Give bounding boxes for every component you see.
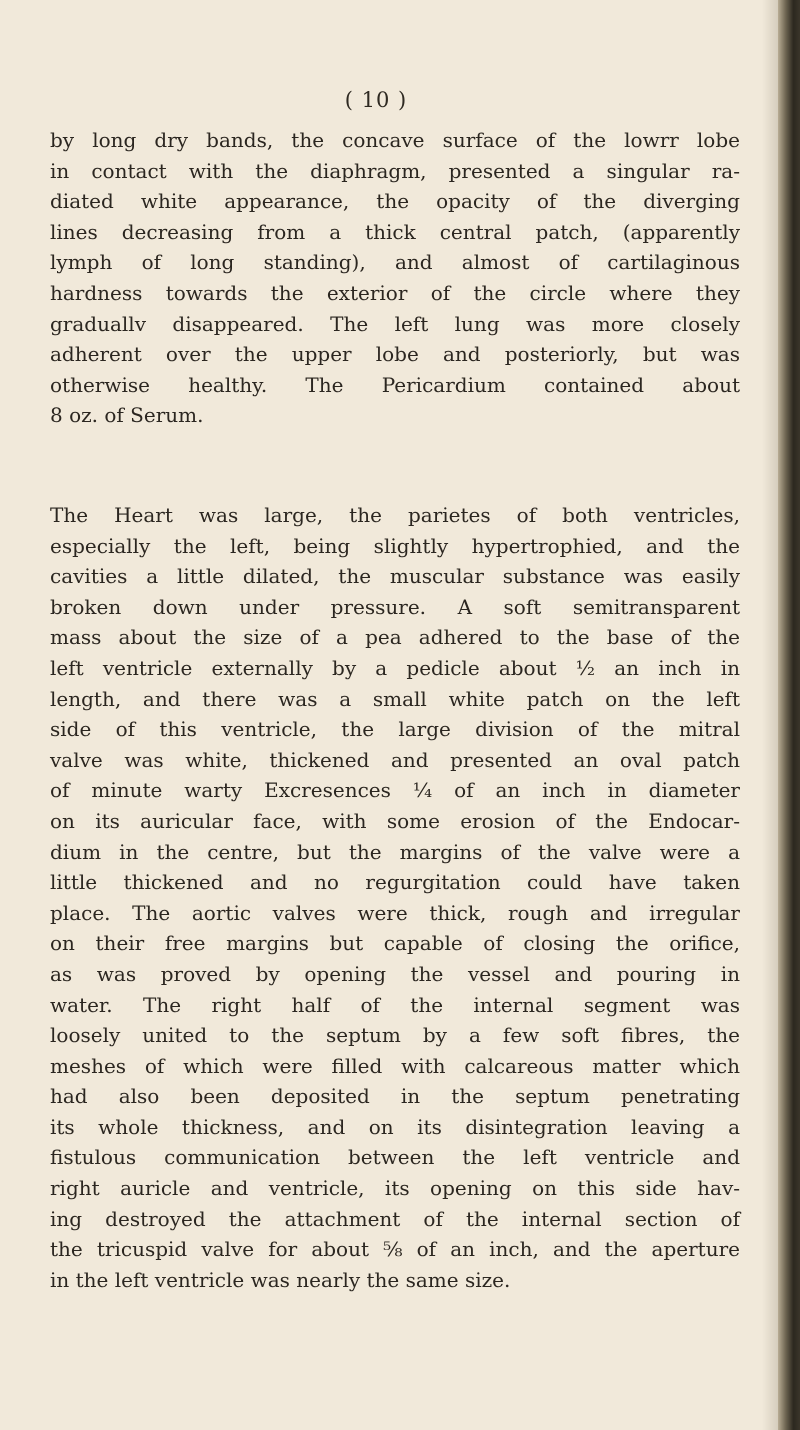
text-line: on its auricular face, with some erosion of the Endocar-: [50, 808, 740, 833]
text-line: hardness towards the exterior of the circle where they: [50, 280, 740, 305]
text-line: 8 oz. of Serum.: [50, 403, 204, 428]
text-line: adherent over the upper lobe and posteriorly, but was: [50, 342, 740, 367]
text-line: left ventricle externally by a pedicle about ½ an inch in: [50, 655, 740, 680]
text-line: valve was white, thickened and presented an oval patch: [50, 747, 740, 772]
text-line: otherwise healthy. The Pericardium contained about: [50, 372, 740, 397]
text-line: its whole thickness, and on its disintegration leaving a: [50, 1114, 740, 1139]
text-line: on their free margins but capable of closing the orifice,: [50, 931, 740, 956]
paragraph-1: [50, 125, 740, 431]
page-number: ( 10 ): [344, 88, 408, 112]
text-line: meshes of which were filled with calcareous matter which: [50, 1053, 740, 1078]
text-line: as was proved by opening the vessel and pouring in: [50, 961, 740, 986]
text-line: the tricuspid valve for about ⅝ of an inch, and the aperture: [50, 1237, 740, 1262]
text-line: fistulous communication between the left ventricle and: [50, 1145, 740, 1170]
text-line: cavities a little dilated, the muscular substance was easily: [50, 564, 740, 589]
text-line: lymph of long standing), and almost of cartilaginous: [50, 250, 740, 275]
text-line: place. The aortic valves were thick, rough and irregular: [50, 900, 740, 925]
text-line: length, and there was a small white patch on the left: [50, 686, 740, 711]
text-line: ing destroyed the attachment of the internal section of: [50, 1206, 740, 1231]
text-line: diated white appearance, the opacity of the diverging: [50, 189, 740, 214]
text-line: broken down under pressure. A soft semitransparent: [50, 594, 740, 619]
text-line: graduallv disappeared. The left lung was more closely: [50, 311, 740, 336]
text-line: side of this ventricle, the large division of the mitral: [50, 717, 740, 742]
text-line: right auricle and ventricle, its opening on this side hav-: [50, 1176, 740, 1201]
text-line: lines decreasing from a thick central patch, (apparently: [50, 219, 740, 244]
text-line: in contact with the diaphragm, presented a singular ra-: [50, 158, 740, 183]
text-line: of minute warty Excresences ¼ of an inch in diameter: [50, 778, 740, 803]
text-line: had also been deposited in the septum penetrating: [50, 1084, 740, 1109]
text-line: loosely united to the septum by a few soft fibres, the: [50, 1023, 740, 1048]
text-line: by long dry bands, the concave surface of the lowrr lobe: [50, 128, 740, 152]
text-line: in the left ventricle was nearly the same size.: [50, 1267, 511, 1292]
text-line: The Heart was large, the parietes of both ventricles,: [50, 503, 740, 527]
text-line: mass about the size of a pea adhered to the base of the: [50, 625, 740, 650]
paragraph-2: [50, 500, 740, 1295]
page-edge: [778, 0, 800, 1430]
text-line: especially the left, being slightly hypertrophied, and the: [50, 533, 740, 558]
text-line: dium in the centre, but the margins of the valve were a: [50, 839, 740, 864]
text-line: little thickened and no regurgitation could have taken: [50, 870, 740, 895]
text-line: water. The right half of the internal segment was: [50, 992, 740, 1017]
